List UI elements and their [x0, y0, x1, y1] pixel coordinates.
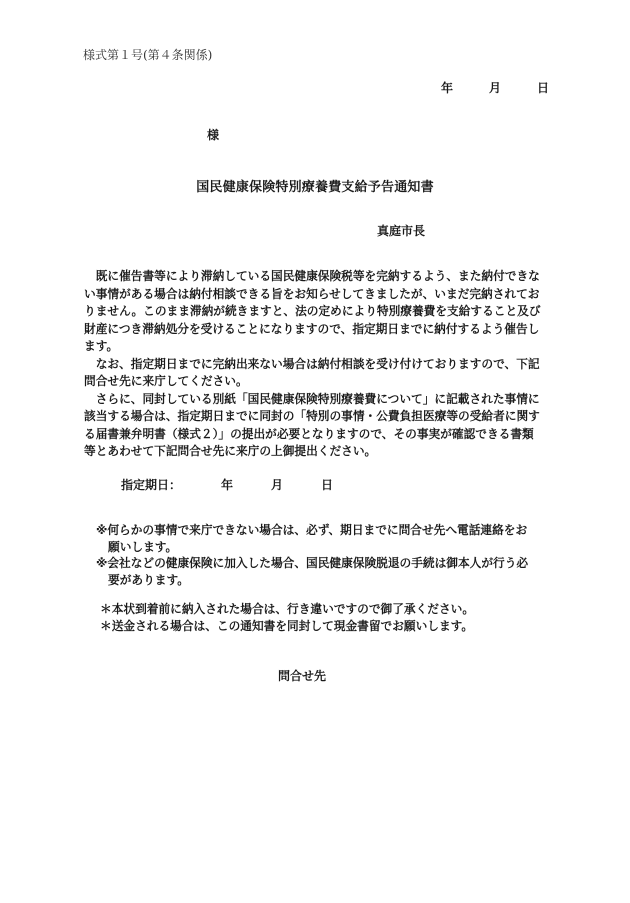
issue-date-year: 年 — [441, 81, 454, 95]
contact-label: 問合せ先 — [278, 669, 327, 683]
body-paragraph: 既に催告書等により滞納している国民健康保険税等を完納するよう、また納付できない事情がある場合は納付相談できる旨をお知らせしてきましたが、いまだ完納されておりません。このまま滞納が続きますと、法の定めにより特別療養費を支給すること及び財産につき滞納処分を受けることになりますので、指定期日までに納付するよう催告します。 — [84, 269, 541, 353]
deadline-line — [121, 476, 333, 493]
star-note-item: ＊送金される場合は、この通知書を同封して現金書留でお願いします。 — [100, 619, 474, 633]
deadline-label: 指定期日： — [121, 478, 182, 492]
issue-date-day: 日 — [537, 81, 550, 95]
body-paragraph: なお、指定期日までに完納出来ない場合は納付相談を受け付けておりますので、下記問合せ先に来庁してください。 — [84, 356, 540, 388]
deadline-year: 年 — [221, 478, 234, 492]
notice-body — [84, 268, 544, 461]
notes-list — [96, 522, 536, 588]
star-note-item: ＊本状到着前に納入された場合は、行き違いですので御了承ください。 — [100, 602, 475, 616]
star-notes-list — [100, 601, 540, 635]
form-number: 様式第１号(第４条関係) — [83, 48, 213, 62]
note-item: ※何らかの事情で来庁できない場合は、必ず、期日までに問合せ先へ電話連絡をお願いします。 — [96, 523, 528, 554]
note-item: ※会社などの健康保険に加入した場合、国民健康保険脱退の手続は御本人が行う必要があります。 — [96, 556, 529, 587]
document-title: 国民健康保険特別療養費支給予告通知書 — [196, 180, 434, 195]
issue-date — [441, 79, 549, 96]
issue-date-month: 月 — [489, 81, 502, 95]
deadline-day: 日 — [321, 478, 334, 492]
addressee-honorific: 様 — [207, 128, 220, 142]
body-paragraph: さらに、同封している別紙「国民健康保険特別療養費について」に記載された事情に該当する場合は、指定期日までに同封の「特別の事情・公費負担医療等の受給者に関する届書兼弁明書（様式２）」の提出が必要となりますので、その事実が確認できる書類等とあわせて下記問合せ先に来庁の上御提出ください。 — [84, 391, 540, 458]
issuer-name: 真庭市長 — [377, 224, 426, 238]
deadline-month: 月 — [271, 478, 284, 492]
